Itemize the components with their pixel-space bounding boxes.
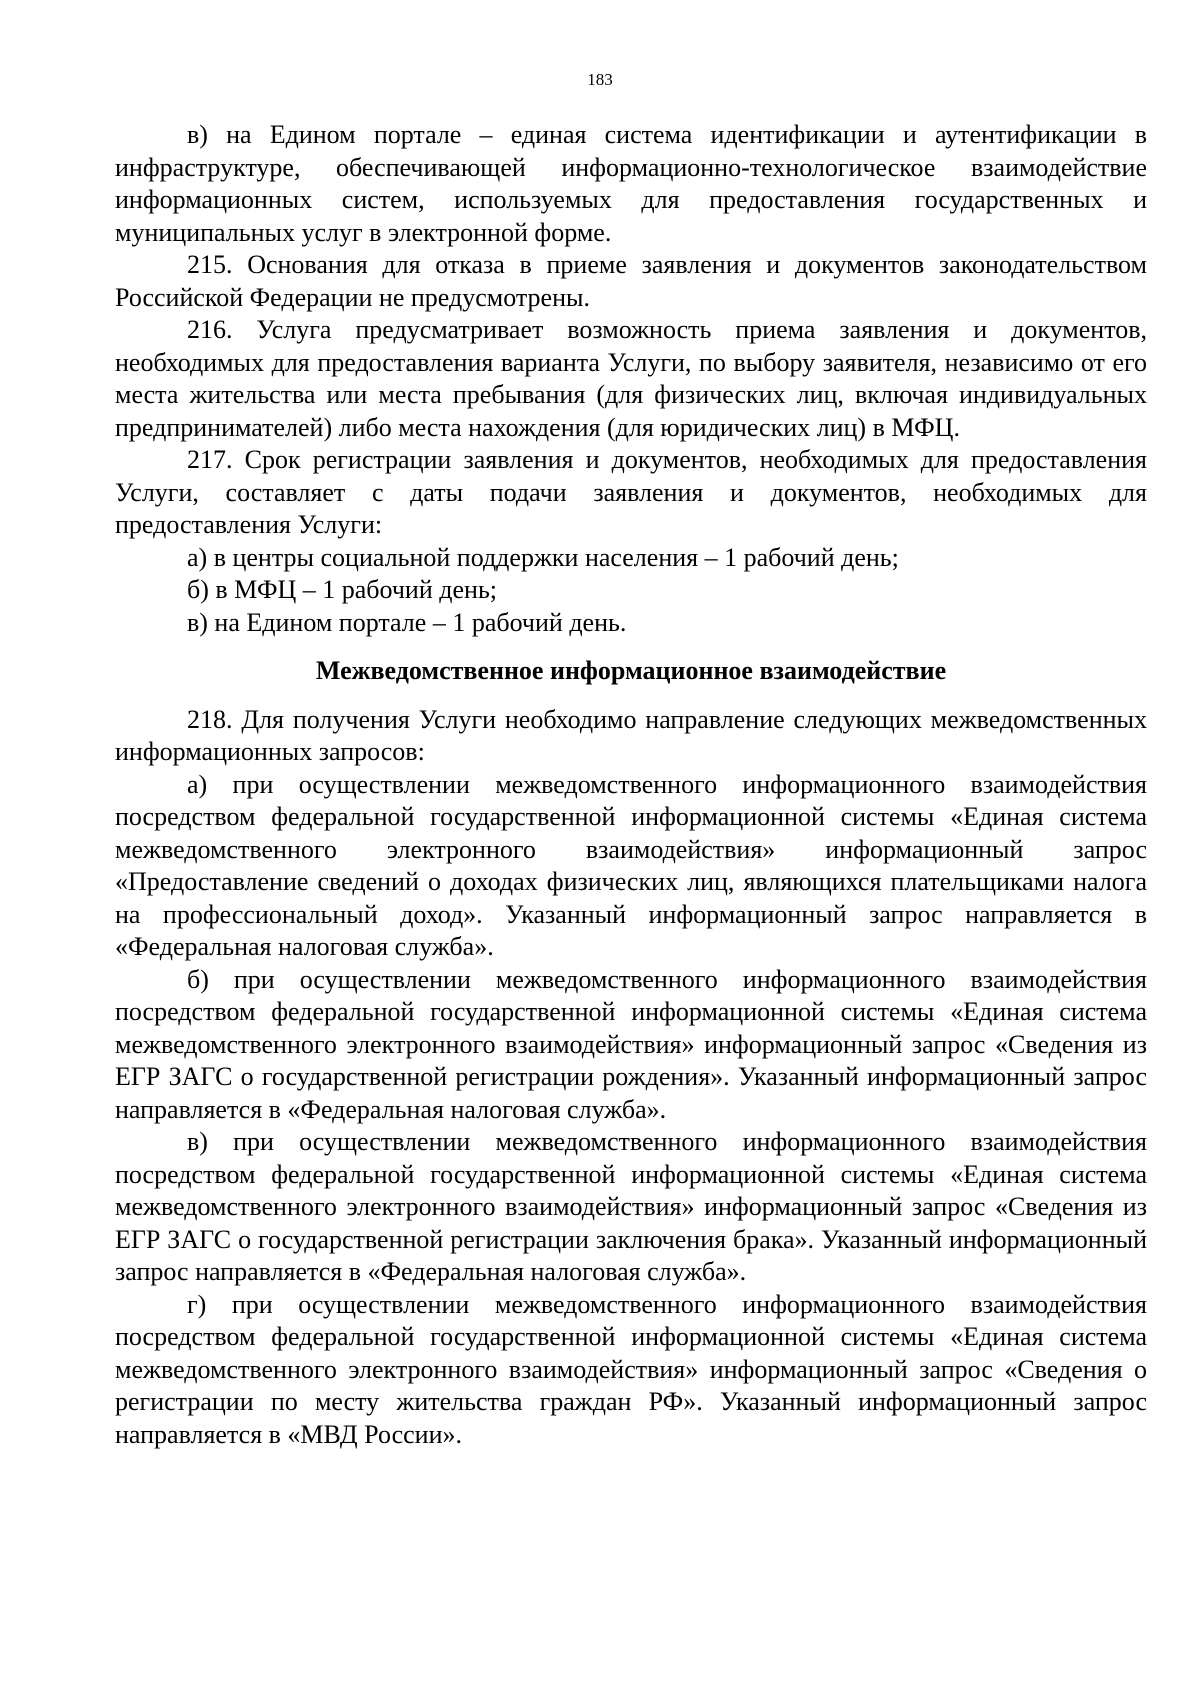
list-item-218-v: в) при осуществлении межведомственного информационного взаимодействия посредством федеральной государственной информационной системы «Единая система межведомственного электронного взаимодействия» информационный запрос «Сведения из ЕГР ЗАГС о государственной регистрации заключения брака». Указанный информационный запрос направляется в «Федеральная налоговая служба». <box>115 1127 1147 1286</box>
paragraph-218: 218. Для получения Услуги необходимо направление следующих межведомственных информационных запросов: <box>115 704 1147 766</box>
document-body <box>115 119 1147 1451</box>
page-number: 183 <box>587 70 613 89</box>
paragraph-217: 217. Срок регистрации заявления и документов, необходимых для предоставления Услуги, составляет с даты подачи заявления и документов, необходимых для предоставления Услуги: <box>115 445 1147 539</box>
list-item-218-b: б) при осуществлении межведомственного информационного взаимодействия посредством федеральной государственной информационной системы «Единая система межведомственного электронного взаимодействия» информационный запрос «Сведения из ЕГР ЗАГС о государственной регистрации рождения». Указанный информационный запрос направляется в «Федеральная налоговая служба». <box>115 964 1147 1124</box>
section-heading: Межведомственное информационное взаимодействие <box>315 656 947 685</box>
list-item-218-g: г) при осуществлении межведомственного информационного взаимодействия посредством федеральной государственной информационной системы «Единая система межведомственного электронного взаимодействия» информационный запрос «Сведения о регистрации по месту жительства граждан РФ». Указанный информационный запрос направляется в «МВД России». <box>115 1289 1147 1449</box>
list-item-217-v: в) на Едином портале – 1 рабочий день. <box>187 607 627 637</box>
list-item-217-b: б) в МФЦ – 1 рабочий день; <box>187 575 498 604</box>
list-item-218-a: а) при осуществлении межведомственного информационного взаимодействия посредством федеральной государственной информационной системы «Единая система межведомственного электронного взаимодействия» информационный запрос «Предоставление сведений о доходах физических лиц, являющихся плательщиками налога на профессиональный доход». Указанный информационный запрос направляется в «Федеральная налоговая служба». <box>115 769 1147 961</box>
list-item-217-a: а) в центры социальной поддержки населения – 1 рабочий день; <box>187 542 899 572</box>
paragraph-portal-identification: в) на Едином портале – единая система идентификации и аутентификации в инфраструктуре, обеспечивающей информационно-технологическое взаимодействие информационных систем, используемых для предоставления государственных и муниципальных услуг в электронной форме. <box>115 120 1147 247</box>
paragraph-215: 215. Основания для отказа в приеме заявления и документов законодательством Российской Федерации не предусмотрены. <box>115 250 1147 312</box>
paragraph-216: 216. Услуга предусматривает возможность приема заявления и документов, необходимых для предоставления варианта Услуги, по выбору заявителя, независимо от его места жительства или места пребывания (для физических лиц, включая индивидуальных предпринимателей) либо места нахождения (для юридических лиц) в МФЦ. <box>115 315 1147 442</box>
